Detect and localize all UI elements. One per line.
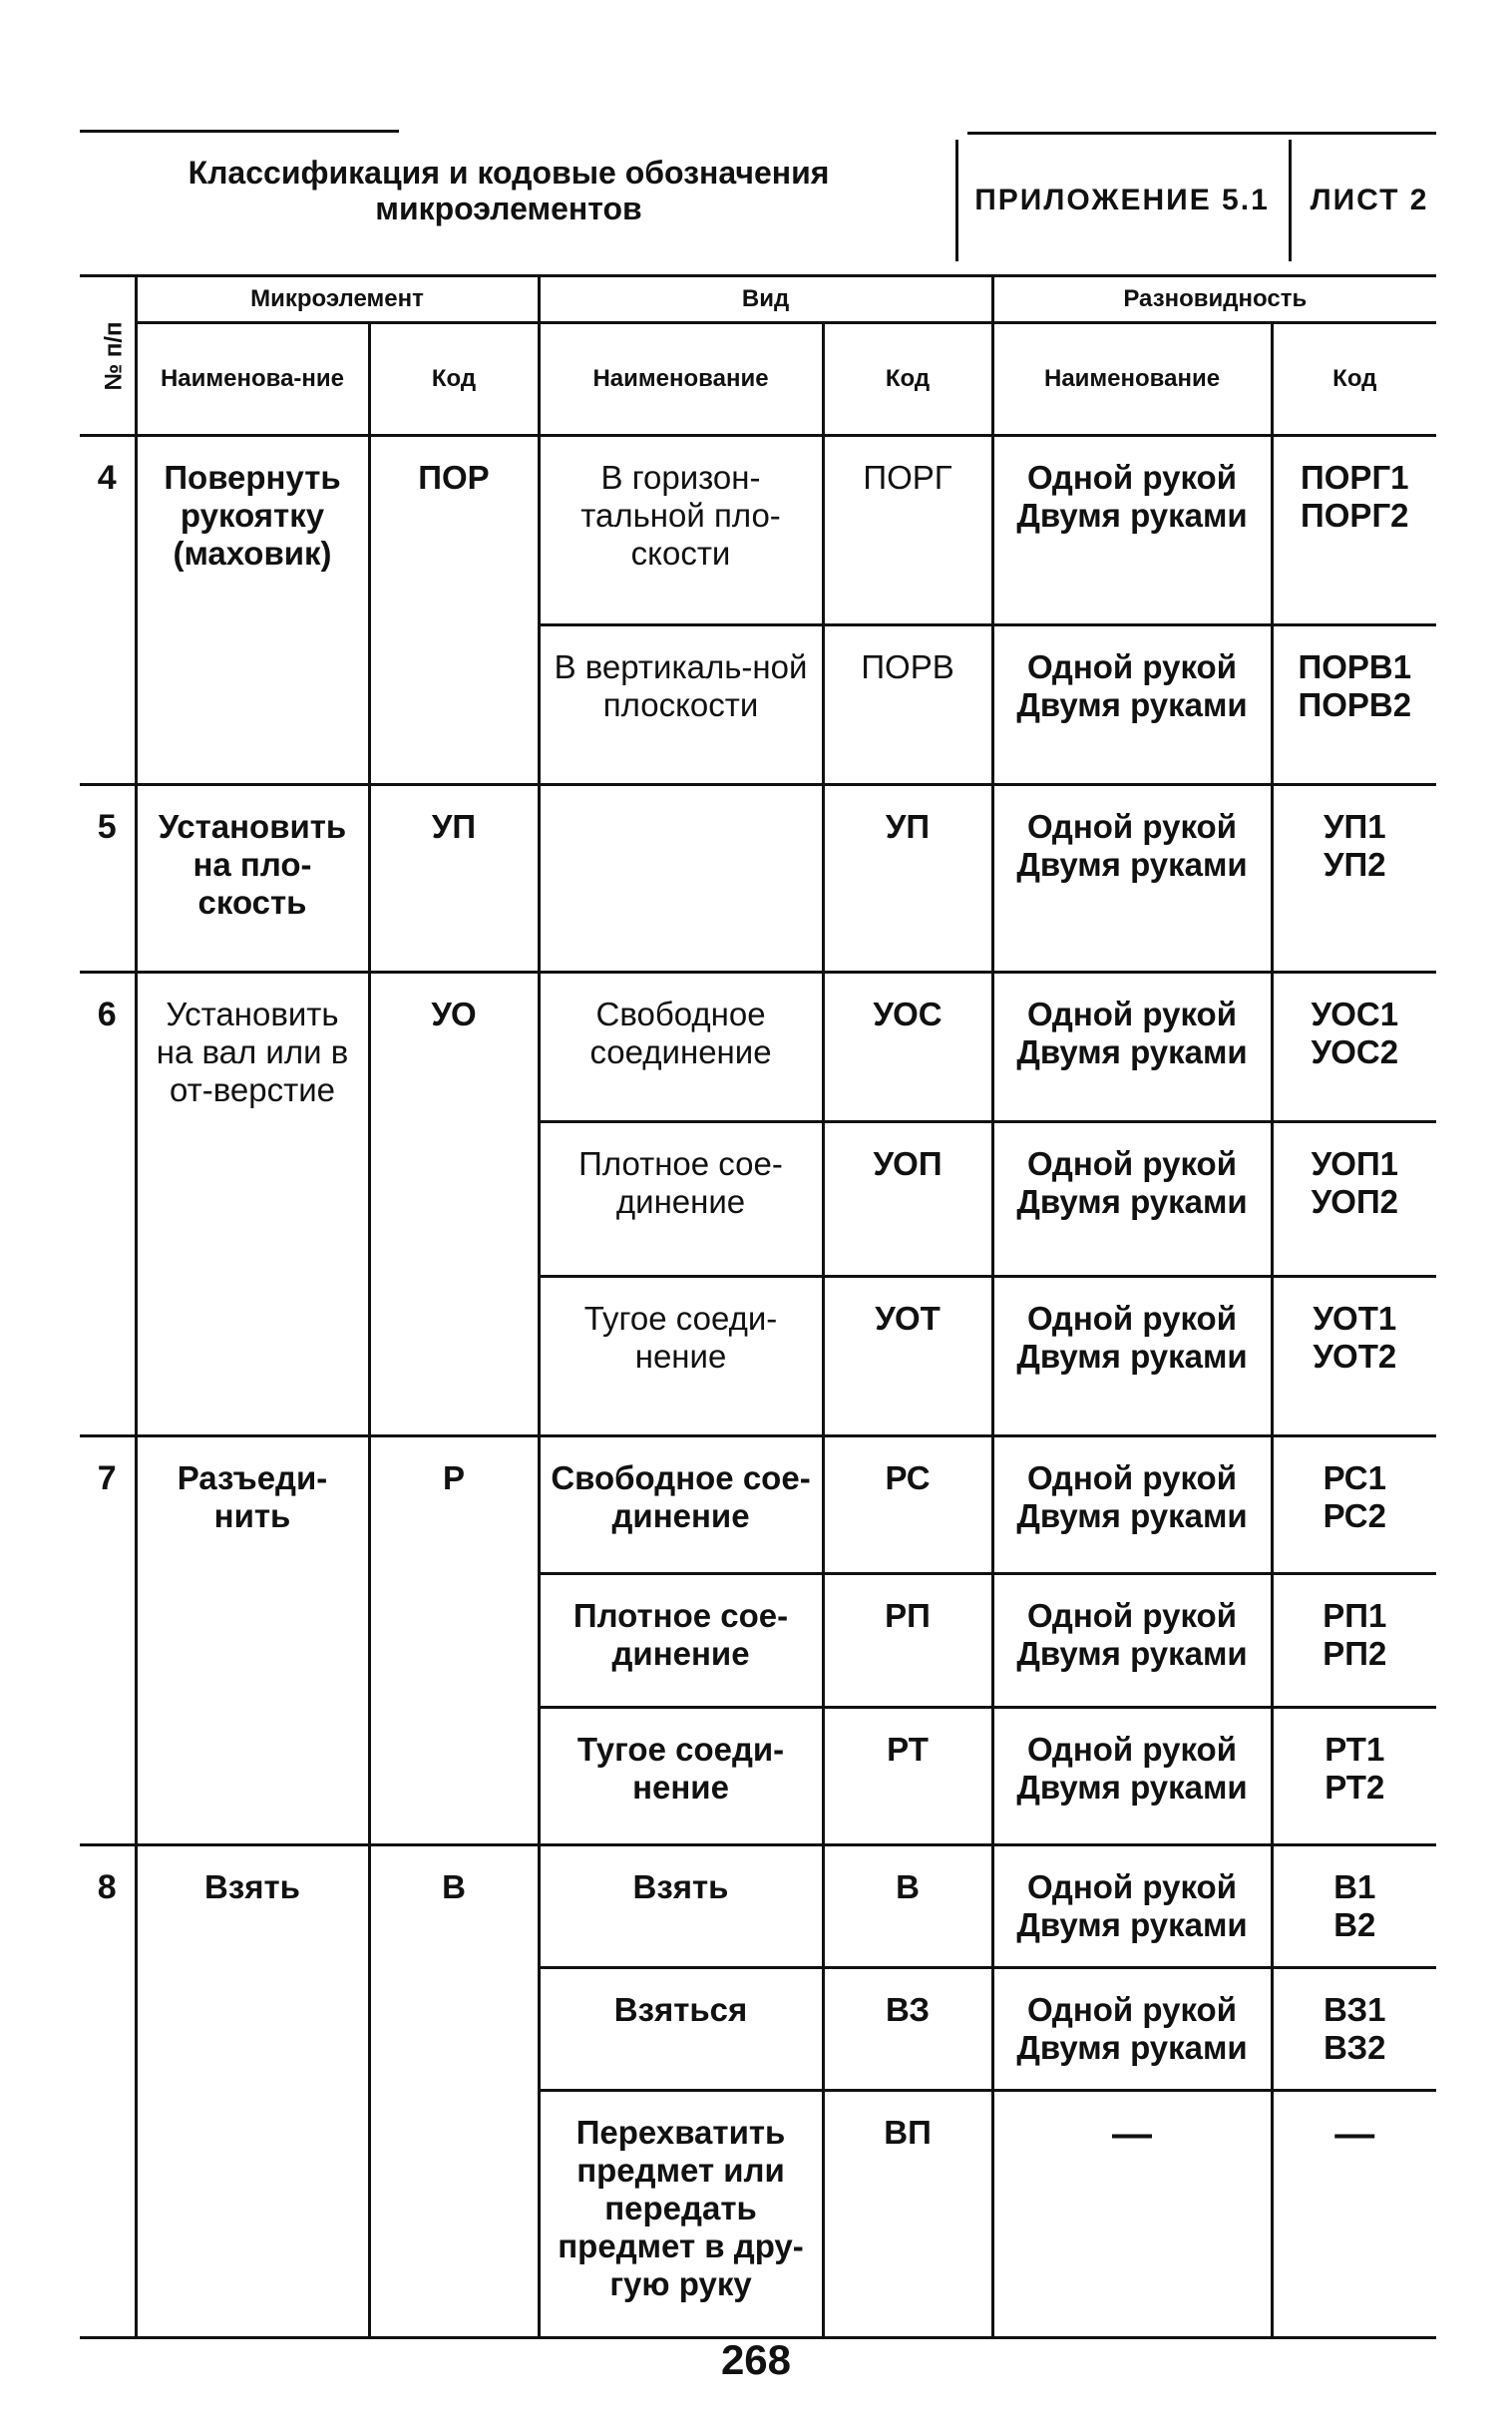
table-row bbox=[80, 436, 1436, 625]
kind-name: Свободное соединение bbox=[539, 973, 823, 1122]
variety-code: УП1 УП2 bbox=[1272, 785, 1436, 973]
kind-code: ВП bbox=[823, 2091, 992, 2338]
microelement-code: УО bbox=[369, 973, 539, 1436]
sheet-label: ЛИСТ 2 bbox=[1310, 184, 1429, 216]
kind-name: Взять bbox=[539, 1845, 823, 1968]
page-title: Классификация и кодовые обозначения микроэлементов bbox=[188, 155, 830, 226]
classification-table bbox=[80, 274, 1436, 2339]
variety-code: ПОРГ1 ПОРГ2 bbox=[1272, 436, 1436, 625]
variety-name: Одной рукой Двумя руками bbox=[992, 1968, 1272, 2091]
col-num-header: № п/п bbox=[80, 276, 136, 436]
kind-code: УОС bbox=[823, 973, 992, 1122]
kind-name: Взяться bbox=[539, 1968, 823, 2091]
microelement-code: Р bbox=[369, 1436, 539, 1845]
variety-code: — bbox=[1272, 2091, 1436, 2338]
col-kind-header: Вид bbox=[539, 276, 992, 323]
kind-name: Плотное сое-динение bbox=[539, 1574, 823, 1708]
variety-name: Одной рукой Двумя руками bbox=[992, 625, 1272, 785]
table-group-header bbox=[80, 276, 1436, 323]
row-number: 5 bbox=[80, 785, 136, 973]
variety-code: ВЗ1 ВЗ2 bbox=[1272, 1968, 1436, 2091]
variety-name: Одной рукой Двумя руками bbox=[992, 1708, 1272, 1845]
variety-name: Одной рукой Двумя руками bbox=[992, 1277, 1272, 1436]
kind-name: Плотное сое-динение bbox=[539, 1122, 823, 1277]
kind-code: В bbox=[823, 1845, 992, 1968]
variety-name: Одной рукой Двумя руками bbox=[992, 1122, 1272, 1277]
variety-name: Одной рукой Двумя руками bbox=[992, 785, 1272, 973]
col-kind-code-header: Код bbox=[823, 323, 992, 436]
table-row bbox=[80, 973, 1436, 1122]
table-row bbox=[80, 785, 1436, 973]
microelement-code: ПОР bbox=[369, 436, 539, 785]
variety-code: УОП1 УОП2 bbox=[1272, 1122, 1436, 1277]
appendix-label: ПРИЛОЖЕНИЕ 5.1 bbox=[974, 184, 1270, 216]
kind-code: РТ bbox=[823, 1708, 992, 1845]
kind-name bbox=[539, 785, 823, 973]
row-number: 4 bbox=[80, 436, 136, 785]
variety-code: ПОРВ1 ПОРВ2 bbox=[1272, 625, 1436, 785]
variety-name: Одной рукой Двумя руками bbox=[992, 1845, 1272, 1968]
kind-name: Свободное сое-динение bbox=[539, 1436, 823, 1574]
microelement-name: Разъеди-нить bbox=[136, 1436, 369, 1845]
col-var-code-header: Код bbox=[1272, 323, 1436, 436]
microelement-code: В bbox=[369, 1845, 539, 2338]
table-row bbox=[80, 1436, 1436, 1574]
kind-code: УП bbox=[823, 785, 992, 973]
header-divider-2 bbox=[1289, 140, 1292, 261]
kind-name: Перехватить предмет или передать предмет в дру-гую руку bbox=[539, 2091, 823, 2338]
col-variety-header: Разновидность bbox=[992, 276, 1436, 323]
col-kind-name-header: Наименование bbox=[539, 323, 823, 436]
kind-name: Тугое соеди-нение bbox=[539, 1277, 823, 1436]
kind-code: УОП bbox=[823, 1122, 992, 1277]
variety-name: — bbox=[992, 2091, 1272, 2338]
table-sub-header bbox=[80, 323, 1436, 436]
kind-code: УОТ bbox=[823, 1277, 992, 1436]
kind-name: В вертикаль-ной плоскости bbox=[539, 625, 823, 785]
header-rule-right bbox=[967, 132, 1436, 135]
col-name-header: Наименова-ние bbox=[136, 323, 369, 436]
kind-code: РП bbox=[823, 1574, 992, 1708]
kind-code: ПОРВ bbox=[823, 625, 992, 785]
kind-name: Тугое соеди-нение bbox=[539, 1708, 823, 1845]
row-number: 8 bbox=[80, 1845, 136, 2338]
variety-name: Одной рукой Двумя руками bbox=[992, 1574, 1272, 1708]
kind-code: ВЗ bbox=[823, 1968, 992, 2091]
variety-name: Одной рукой Двумя руками bbox=[992, 436, 1272, 625]
row-number: 6 bbox=[80, 973, 136, 1436]
header-rule-left bbox=[80, 130, 399, 133]
microelement-name: Установить на вал или в от-верстие bbox=[136, 973, 369, 1436]
variety-code: УОТ1 УОТ2 bbox=[1272, 1277, 1436, 1436]
variety-code: УОС1 УОС2 bbox=[1272, 973, 1436, 1122]
microelement-name: Повернуть рукоятку (маховик) bbox=[136, 436, 369, 785]
variety-name: Одной рукой Двумя руками bbox=[992, 973, 1272, 1122]
microelement-code: УП bbox=[369, 785, 539, 973]
table-row bbox=[80, 1845, 1436, 1968]
variety-code: РТ1 РТ2 bbox=[1272, 1708, 1436, 1845]
col-microelement-header: Микроэлемент bbox=[136, 276, 539, 323]
col-code-header: Код bbox=[369, 323, 539, 436]
row-number: 7 bbox=[80, 1436, 136, 1845]
variety-code: РС1 РС2 bbox=[1272, 1436, 1436, 1574]
page-number: 268 bbox=[720, 2336, 792, 2383]
variety-code: РП1 РП2 bbox=[1272, 1574, 1436, 1708]
kind-code: ПОРГ bbox=[823, 436, 992, 625]
kind-name: В горизон-тальной пло-скости bbox=[539, 436, 823, 625]
col-var-name-header: Наименование bbox=[992, 323, 1272, 436]
microelement-name: Установить на пло-скость bbox=[136, 785, 369, 973]
variety-code: В1 В2 bbox=[1272, 1845, 1436, 1968]
kind-code: РС bbox=[823, 1436, 992, 1574]
variety-name: Одной рукой Двумя руками bbox=[992, 1436, 1272, 1574]
microelement-name: Взять bbox=[136, 1845, 369, 2338]
